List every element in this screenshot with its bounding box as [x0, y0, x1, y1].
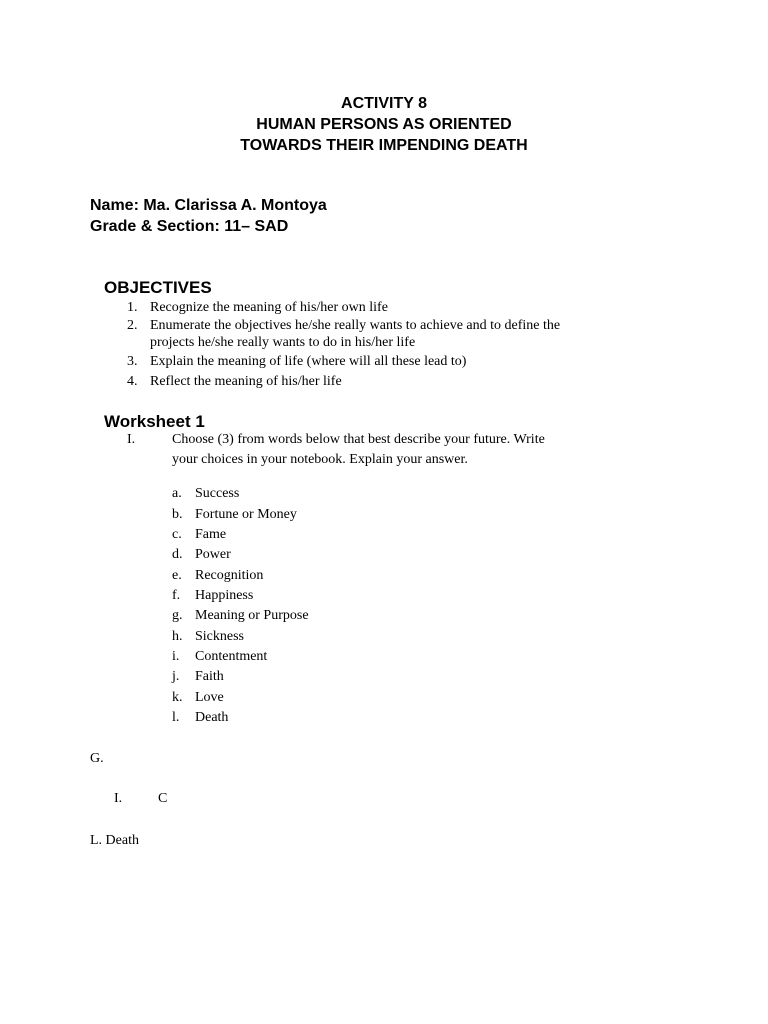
- answer-second-letter: C: [158, 791, 168, 806]
- choice-letter: a.: [172, 486, 182, 501]
- choice-letter: f.: [172, 588, 181, 603]
- objective-number: 1.: [127, 300, 138, 315]
- worksheet-roman-numeral: I.: [127, 432, 136, 447]
- objective-text: Explain the meaning of life (where will all these lead to): [150, 354, 467, 369]
- choice-letter: c.: [172, 527, 182, 542]
- objectives-heading: OBJECTIVES: [104, 278, 212, 297]
- objective-text: Recognize the meaning of his/her own life: [150, 300, 388, 315]
- choice-letter: b.: [172, 507, 183, 522]
- choice-text: Happiness: [195, 588, 254, 603]
- activity-title-line-2: TOWARDS THEIR IMPENDING DEATH: [240, 137, 528, 154]
- choice-text: Power: [195, 547, 231, 562]
- objective-number: 4.: [127, 374, 138, 389]
- worksheet-instruction: Choose (3) from words below that best describe your future. Write: [172, 432, 545, 447]
- choice-text: Recognition: [195, 568, 264, 583]
- choice-letter: i.: [172, 649, 180, 664]
- objective-text: Reflect the meaning of his/her life: [150, 374, 342, 389]
- choice-text: Fame: [195, 527, 227, 542]
- activity-number: ACTIVITY 8: [341, 95, 427, 112]
- choice-text: Meaning or Purpose: [195, 608, 309, 623]
- choice-letter: k.: [172, 690, 183, 705]
- choice-letter: j.: [172, 669, 180, 684]
- choice-letter: e.: [172, 568, 182, 583]
- choice-letter: g.: [172, 608, 183, 623]
- choice-text: Success: [195, 486, 240, 501]
- choice-text: Death: [195, 710, 229, 725]
- choice-text: Faith: [195, 669, 224, 684]
- student-name: Name: Ma. Clarissa A. Montoya: [90, 197, 327, 214]
- choice-text: Contentment: [195, 649, 268, 664]
- choice-letter: h.: [172, 629, 183, 644]
- choice-letter: l.: [172, 710, 180, 725]
- objective-number: 3.: [127, 354, 138, 369]
- grade-section: Grade & Section: 11– SAD: [90, 218, 289, 235]
- objective-text: Enumerate the objectives he/she really wants to achieve and to define the: [150, 318, 561, 333]
- worksheet-heading: Worksheet 1: [104, 412, 205, 431]
- choice-text: Sickness: [195, 629, 244, 644]
- answer-second-roman: I.: [114, 791, 123, 806]
- objective-text-continued: projects he/she really wants to do in his/her life: [150, 335, 416, 350]
- objective-number: 2.: [127, 318, 138, 333]
- activity-title-line-1: HUMAN PERSONS AS ORIENTED: [256, 116, 512, 133]
- choice-letter: d.: [172, 547, 183, 562]
- choice-text: Fortune or Money: [195, 507, 297, 522]
- choice-text: Love: [195, 690, 224, 705]
- answer-first: G.: [90, 751, 104, 766]
- worksheet-instruction-continued: your choices in your notebook. Explain your answer.: [172, 452, 468, 467]
- answer-third: L. Death: [90, 833, 139, 848]
